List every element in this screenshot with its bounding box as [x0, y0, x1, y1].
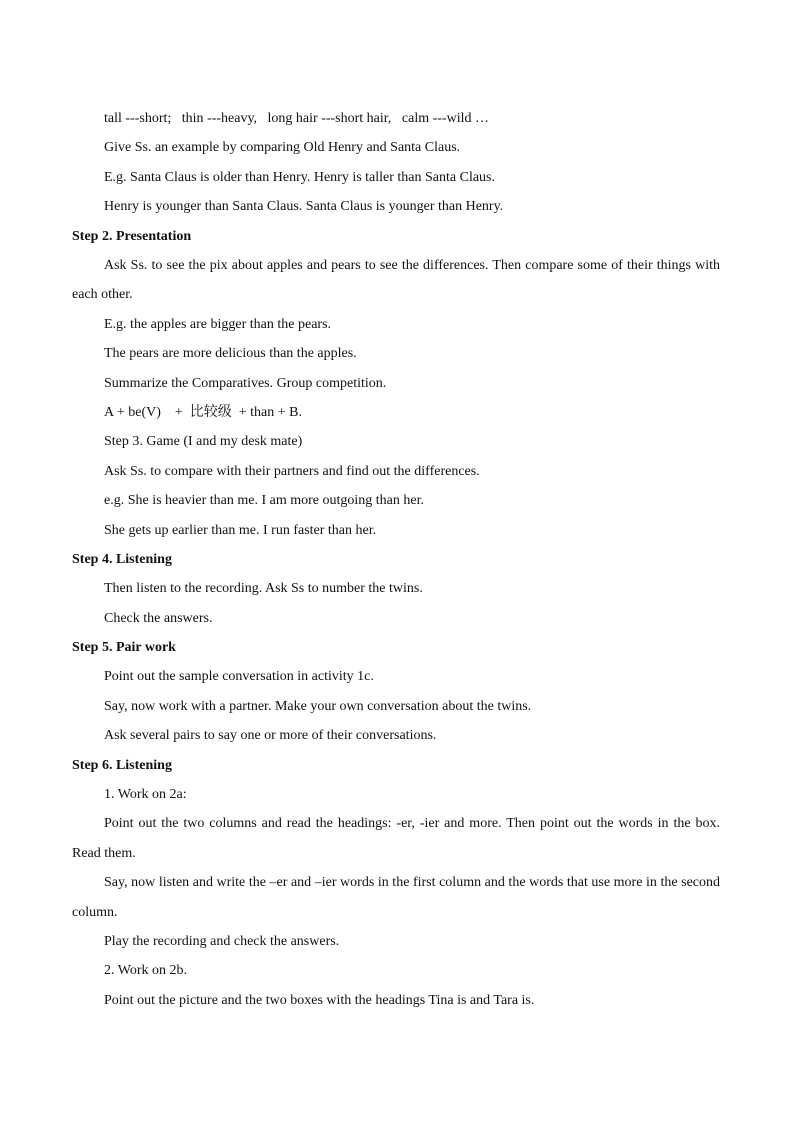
body-text-line: She gets up earlier than me. I run faster than her.	[104, 522, 377, 538]
document-body	[72, 104, 720, 1015]
body-text-line: Ask Ss. to compare with their partners and find out the differences.	[104, 463, 480, 479]
body-text-line: Play the recording and check the answers.	[104, 934, 340, 950]
body-text-line: Then listen to the recording. Ask Ss to number the twins.	[104, 581, 423, 597]
formula-line: A + be(V) + 比较级 + than + B.	[104, 404, 303, 420]
body-text-line: Ask several pairs to say one or more of their conversations.	[104, 728, 437, 744]
body-text-line: E.g. Santa Claus is older than Henry. Henry is taller than Santa Claus.	[104, 169, 496, 185]
step-2-heading: Step 2. Presentation	[72, 228, 192, 244]
body-text-line: 1. Work on 2a:	[104, 787, 187, 803]
body-text-line: Say, now work with a partner. Make your own conversation about the twins.	[104, 698, 532, 714]
body-text-line: Point out the sample conversation in activity 1c.	[104, 669, 374, 685]
body-paragraph: Point out the two columns and read the headings: -er, -ier and more. Then point out the words in the box. Read them.	[72, 816, 720, 861]
body-text-line: The pears are more delicious than the apples.	[104, 346, 357, 362]
step-4-heading: Step 4. Listening	[72, 551, 172, 567]
body-text-line: Check the answers.	[104, 610, 213, 626]
body-text-line: E.g. the apples are bigger than the pears.	[104, 316, 332, 332]
step-5-heading: Step 5. Pair work	[72, 640, 176, 656]
body-text-line: Point out the picture and the two boxes with the headings Tina is and Tara is.	[104, 992, 535, 1008]
body-paragraph: Ask Ss. to see the pix about apples and pears to see the differences. Then compare some of their things with each other.	[72, 257, 720, 303]
body-text-line: e.g. She is heavier than me. I am more outgoing than her.	[104, 493, 424, 509]
step-6-heading: Step 6. Listening	[72, 757, 172, 773]
antonym-pairs-line: tall ---short; thin ---heavy, long hair ---short hair, calm ---wild …	[104, 111, 489, 126]
body-paragraph: Say, now listen and write the –er and –ier words in the first column and the words that use more in the second column.	[72, 875, 720, 920]
body-text-line: Give Ss. an example by comparing Old Henry and Santa Claus.	[104, 140, 461, 156]
body-text-line: Summarize the Comparatives. Group competition.	[104, 375, 387, 391]
body-text-line: Henry is younger than Santa Claus. Santa Claus is younger than Henry.	[104, 199, 504, 215]
body-text-line: 2. Work on 2b.	[104, 963, 188, 979]
step-3-line: Step 3. Game (I and my desk mate)	[104, 434, 303, 450]
